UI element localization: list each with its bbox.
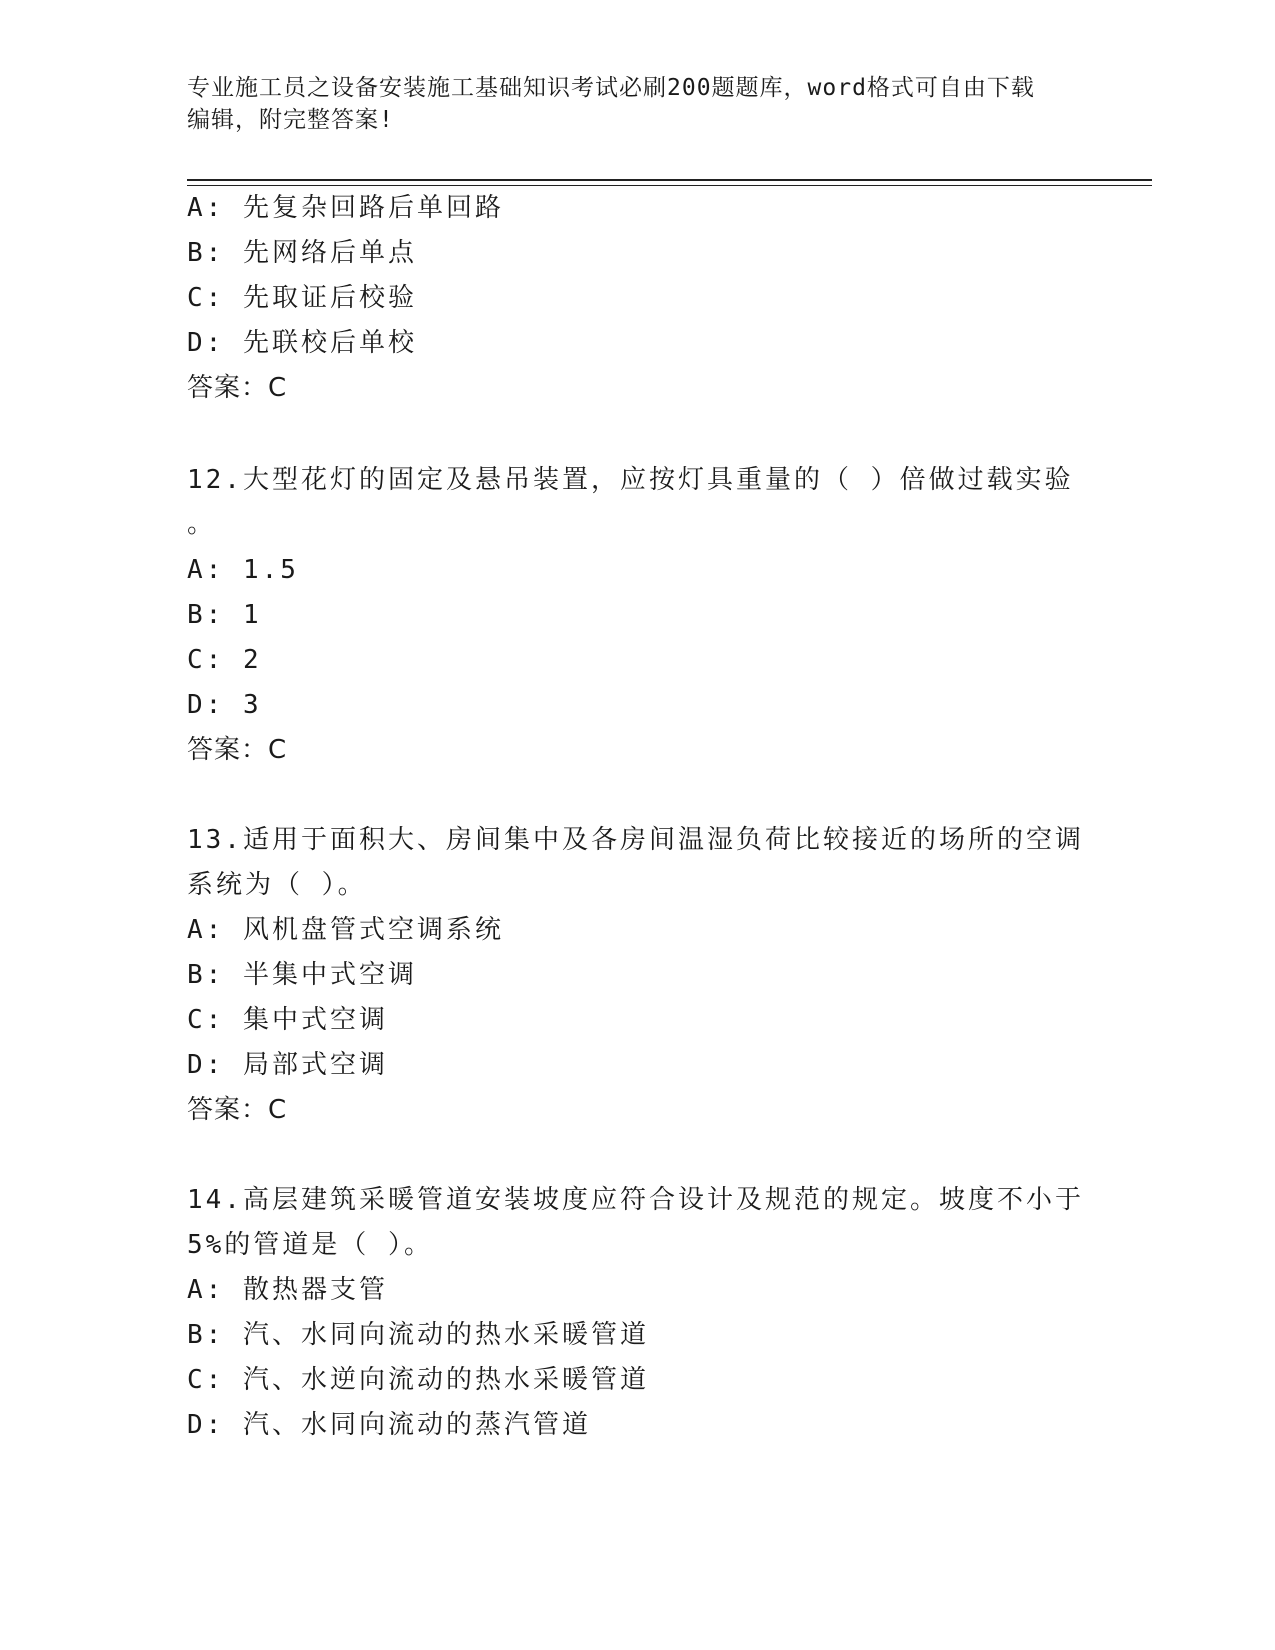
option-b: B: 先网络后单点 <box>187 238 417 268</box>
answer: 答案：C <box>187 373 288 403</box>
option-c: C: 集中式空调 <box>187 1005 388 1035</box>
option-c: C: 先取证后校验 <box>187 283 417 313</box>
question-text-line-1: 14.高层建筑采暖管道安装坡度应符合设计及规范的规定。坡度不小于 <box>187 1185 1084 1215</box>
option-a: A: 1.5 <box>187 555 299 585</box>
header-line-2: 编辑，附完整答案! <box>187 107 394 133</box>
option-b: B: 1 <box>187 600 262 630</box>
question-text-line-1: 12.大型花灯的固定及悬吊装置，应按灯具重量的（ ）倍做过载实验 <box>187 465 1074 495</box>
option-a: A: 风机盘管式空调系统 <box>187 915 504 945</box>
option-a: A: 散热器支管 <box>187 1275 388 1305</box>
header-line-1: 专业施工员之设备安装施工基础知识考试必刷200题题库，word格式可自由下载 <box>187 75 1035 101</box>
option-c: C: 汽、水逆向流动的热水采暖管道 <box>187 1365 649 1395</box>
option-c: C: 2 <box>187 645 262 675</box>
header-divider <box>187 179 1152 181</box>
option-b: B: 汽、水同向流动的热水采暖管道 <box>187 1320 649 1350</box>
question-text-line-2: 系统为（ ）。 <box>187 870 367 900</box>
question-text-line-2: 。 <box>187 509 217 539</box>
option-d: D: 3 <box>187 690 262 720</box>
option-d: D: 局部式空调 <box>187 1050 388 1080</box>
option-a: A: 先复杂回路后单回路 <box>187 193 504 223</box>
question-text-line-1: 13.适用于面积大、房间集中及各房间温湿负荷比较接近的场所的空调 <box>187 825 1084 855</box>
header-divider-thin <box>187 185 1152 186</box>
option-b: B: 半集中式空调 <box>187 960 417 990</box>
question-text-line-2: 5%的管道是（ ）。 <box>187 1230 433 1260</box>
option-d: D: 汽、水同向流动的蒸汽管道 <box>187 1410 591 1440</box>
answer: 答案：C <box>187 1095 288 1125</box>
answer: 答案：C <box>187 735 288 765</box>
document-header <box>187 72 1087 136</box>
option-d: D: 先联校后单校 <box>187 328 417 358</box>
